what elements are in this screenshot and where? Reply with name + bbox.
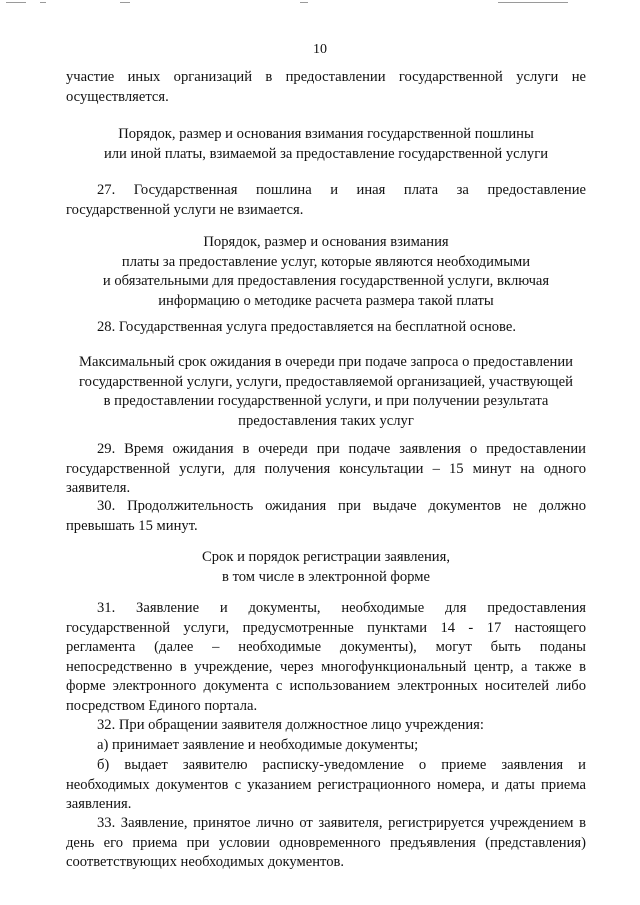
- heading-line: государственной услуги, услуги, предоставляемой организацией, участвующей: [79, 373, 573, 390]
- text-line: соответствующих необходимых документов.: [66, 854, 345, 870]
- paragraph-32-b: [66, 756, 586, 815]
- heading-line: и обязательными для предоставления государственной услуги, включая: [102, 273, 550, 289]
- paragraph-29: [66, 440, 586, 499]
- text-line: 29. Время ожидания в очереди при подаче заявления о предоставлении: [97, 441, 586, 457]
- paragraph-32-a: [66, 736, 586, 756]
- heading-line: платы за предоставление услуг, которые являются необходимыми: [121, 253, 531, 270]
- section-heading-queue-time: [66, 353, 586, 431]
- text-line: день его приема при условии одновременного предъявления (представления): [66, 834, 586, 851]
- section-heading-registration: [66, 548, 586, 587]
- text-line: государственной услуги не взимается.: [66, 201, 304, 218]
- text-line: необходимых документов с указанием регистрационного номера, и даты приема: [66, 776, 586, 793]
- text-line: 32. При обращении заявителя должностное лицо учреждения:: [97, 717, 484, 733]
- section-heading-fee-for-services: [66, 233, 586, 311]
- heading-line: информацию о методике расчета размера такой платы: [158, 292, 494, 309]
- heading-line: в том числе в электронной форме: [222, 568, 430, 585]
- text-line: форме электронного документа с использованием электронных носителей либо: [66, 678, 586, 694]
- paragraph-27: [66, 181, 586, 220]
- heading-line: или иной платы, взимаемой за предоставление государственной услуги: [103, 145, 549, 162]
- paragraph-30: [66, 497, 586, 536]
- text-line: государственной услуги, для получения консультации – 15 минут на одного: [66, 460, 586, 477]
- heading-line: Максимальный срок ожидания в очереди при подаче запроса о предоставлении: [79, 354, 573, 370]
- heading-line: Порядок, размер и основания взимания: [203, 234, 449, 250]
- heading-line: в предоставлении государственной услуги, и при получении результата: [103, 393, 549, 409]
- paragraph-33: [66, 814, 586, 873]
- heading-line: Порядок, размер и основания взимания государственной пошлины: [118, 126, 534, 142]
- text-line: заявления.: [66, 796, 132, 812]
- text-line: превышать 15 минут.: [66, 517, 198, 534]
- page-number: 10: [313, 42, 327, 57]
- text-line: б) выдает заявителю расписку-уведомление о приеме заявления и: [97, 757, 586, 773]
- text-line: участие иных организаций в предоставлении государственной услуги не: [66, 69, 586, 85]
- text-line: непосредственно в учреждение, через многофункциональный центр, а также в: [66, 658, 586, 675]
- text-line: осуществляется.: [66, 88, 169, 105]
- text-line: посредством Единого портала.: [66, 697, 258, 714]
- text-line: заявителя.: [66, 480, 131, 496]
- paragraph-31: [66, 599, 586, 716]
- heading-line: Срок и порядок регистрации заявления,: [202, 549, 450, 565]
- section-heading-state-fee: [66, 125, 586, 164]
- paragraph-28: [66, 318, 586, 338]
- paragraph-32: [66, 716, 586, 736]
- text-line: 33. Заявление, принятое лично от заявителя, регистрируется учреждением в: [97, 815, 586, 831]
- heading-line: предоставления таких услуг: [238, 412, 414, 429]
- text-line: 27. Государственная пошлина и иная плата за предоставление: [97, 182, 586, 198]
- text-line: 28. Государственная услуга предоставляется на бесплатной основе.: [97, 319, 516, 335]
- paragraph-continuation: [66, 68, 586, 107]
- text-line: государственной услуги, предусмотренные пунктами 14 - 17 настоящего: [66, 619, 586, 636]
- text-line: 31. Заявление и документы, необходимые для предоставления: [97, 600, 586, 616]
- text-line: 30. Продолжительность ожидания при выдаче документов не должно: [97, 498, 586, 514]
- text-line: а) принимает заявление и необходимые документы;: [97, 737, 419, 753]
- text-line: регламента (далее – необходимые документы), могут быть поданы: [66, 639, 586, 655]
- scan-artifact-top: [0, 0, 640, 8]
